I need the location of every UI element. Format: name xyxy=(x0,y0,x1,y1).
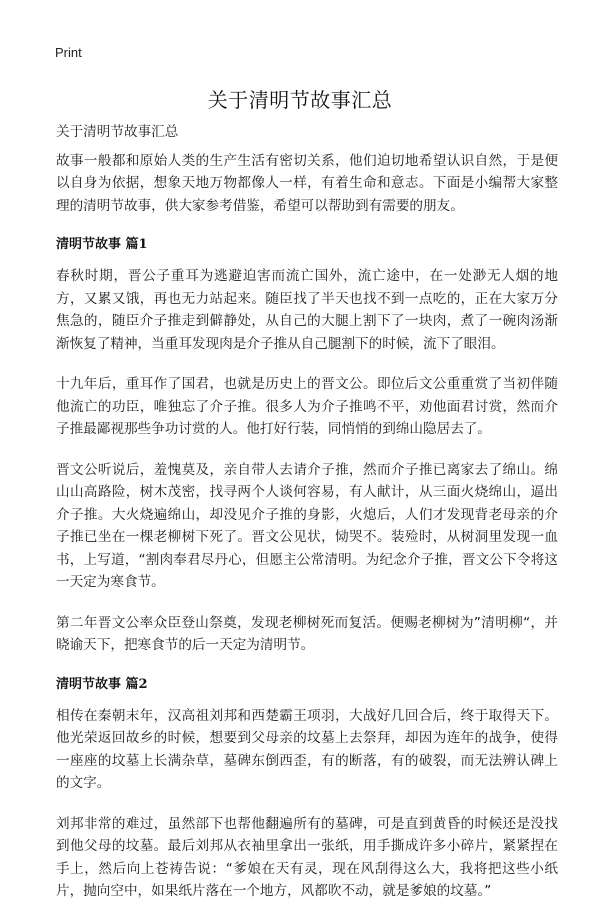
section-1-paragraph-3: 晋文公听说后，羞愧莫及，亲自带人去请介子推，然而介子推已离家去了绵山。绵山山高路险，树木茂密，找寻两个人谈何容易，有人献计，从三面火烧绵山，逼出介子推。大火烧遍绵山，却没见介子推的身影，火熄后，人们才发现背老母亲的介子推已坐在一棵老柳树下死了。晋文公见状，恸哭不。装殓时，从树洞里发现一血书，上写道，“割肉奉君尽丹心，但愿主公常清明。为纪念介子推，晋文公下令将这一天定为寒食节。 xyxy=(56,461,558,590)
section-heading-1: 清明节故事 篇1 xyxy=(56,237,148,252)
document-body xyxy=(56,121,558,921)
document-subtitle: 关于清明节故事汇总 xyxy=(56,124,179,140)
section-1-paragraph-4: 第二年晋文公率众臣登山祭奠，发现老柳树死而复活。便赐老柳树为”清明柳“，并晓谕天下，把寒食节的后一天定为清明节。 xyxy=(56,614,558,653)
print-link[interactable]: Print xyxy=(55,45,82,60)
intro-paragraph: 故事一般都和原始人类的生产生活有密切关系，他们迫切地希望认识自然，于是便以自身为依据，想象天地万物都像人一样，有着生命和意志。下面是小编帮大家整理的清明节故事，供大家参考借鉴，希望可以帮助到有需要的朋友。 xyxy=(56,152,558,214)
page-title: 关于清明节故事汇总 xyxy=(207,88,393,112)
section-2-paragraph-1: 相传在秦朝末年，汉高祖刘邦和西楚霸王项羽，大战好几回合后，终于取得天下。他光荣返回故乡的时候，想要到父母亲的坟墓上去祭拜，却因为连年的战争，使得一座座的坟墓上长满杂草，墓碑东倒西歪，有的断落，有的破裂，而无法辨认碑上的文字。 xyxy=(56,707,558,791)
section-1-paragraph-1: 春秋时期，晋公子重耳为逃避迫害而流亡国外，流亡途中，在一处渺无人烟的地方，又累又饿，再也无力站起来。随臣找了半天也找不到一点吃的，正在大家万分焦急的，随臣介子推走到僻静处，从自己的大腿上割下了一块肉，煮了一碗肉汤渐渐恢复了精神，当重耳发现肉是介子推从自己腿割下的时候，流下了眼泪。 xyxy=(56,268,558,352)
section-1-paragraph-2: 十九年后，重耳作了国君，也就是历史上的晋文公。即位后文公重重赏了当初伴随他流亡的功臣，唯独忘了介子推。很多人为介子推鸣不平，劝他面君讨赏，然而介子推最鄙视那些争功讨赏的人。他打好行装，同悄悄的到绵山隐居去了。 xyxy=(56,376,558,437)
section-2-paragraph-2: 刘邦非常的难过，虽然部下也帮他翻遍所有的墓碑，可是直到黄昏的时候还是没找到他父母的坟墓。最后刘邦从衣袖里拿出一张纸，用手撕成许多小碎片，紧紧捏在手上，然后向上苍祷告说：“爹娘在天有灵，现在风刮得这么大，我将把这些小纸片，抛向空中，如果纸片落在一个地方，风都吹不动，就是爹娘的坟墓。” xyxy=(56,815,558,899)
section-heading-2: 清明节故事 篇2 xyxy=(56,676,148,692)
